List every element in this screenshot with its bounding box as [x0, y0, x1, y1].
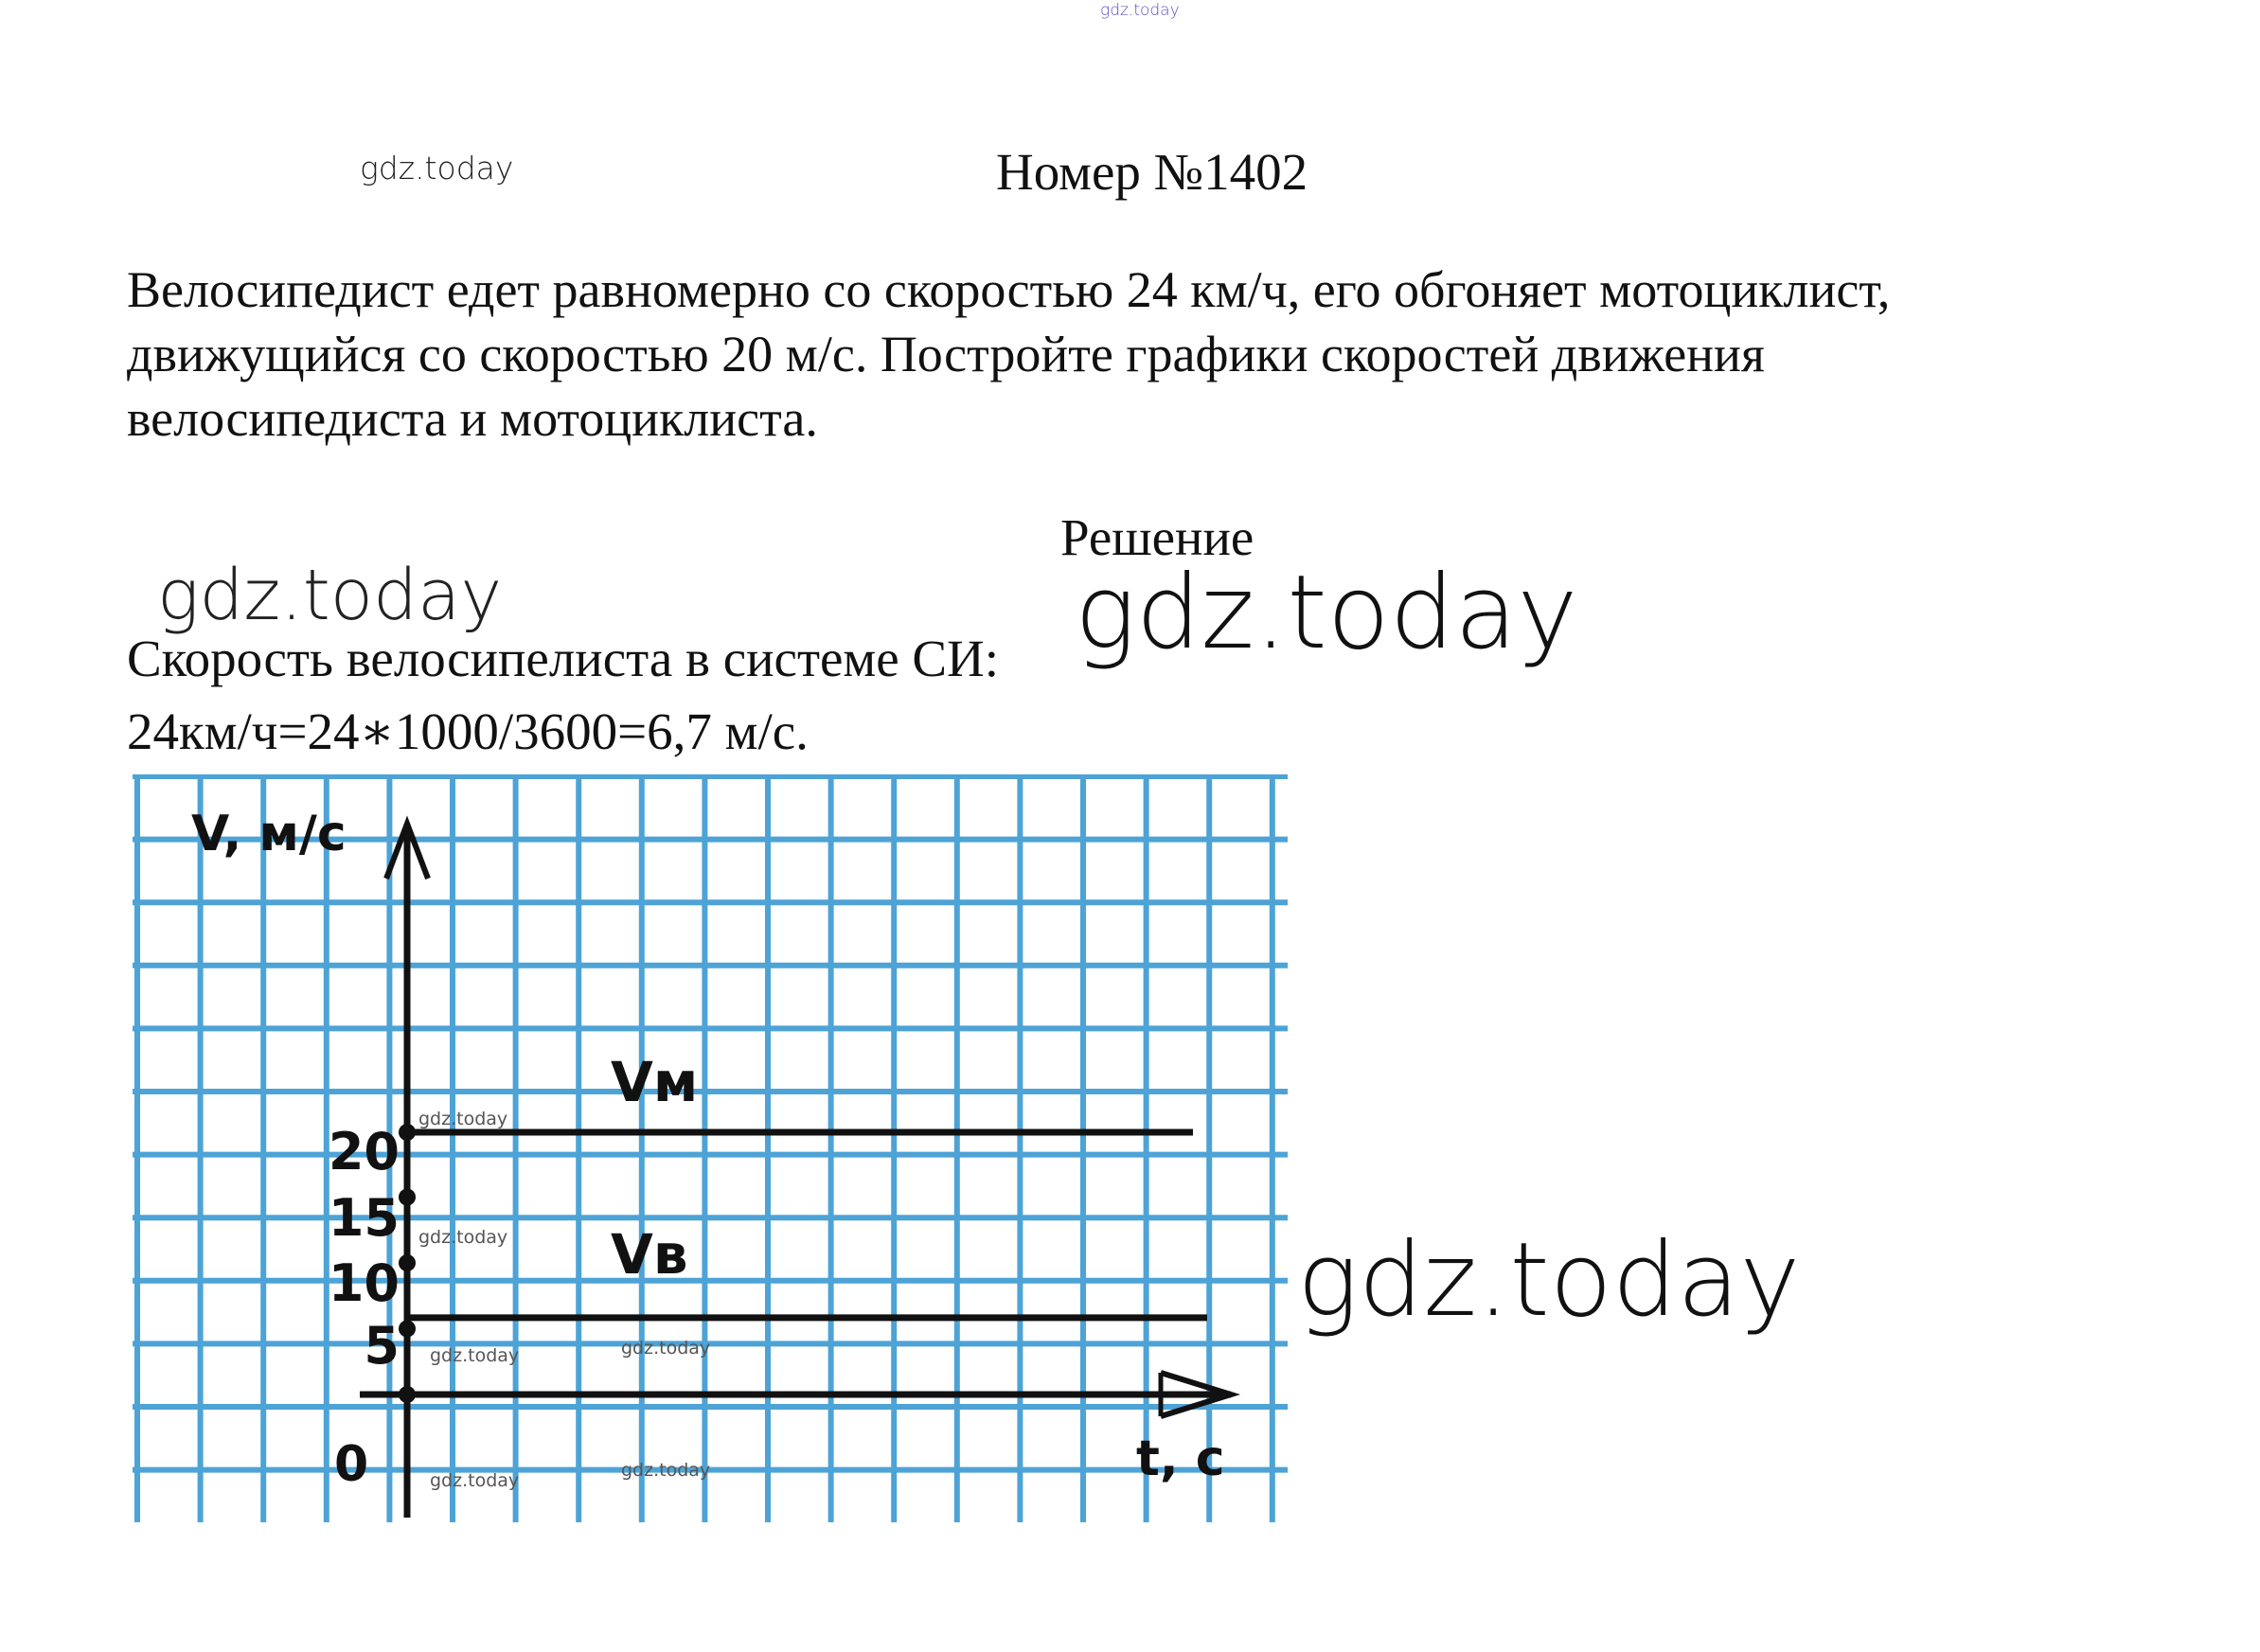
watermark-header: gdz.today — [360, 150, 514, 187]
graph-watermark-6: gdz.today — [621, 1460, 711, 1481]
problem-line-2: движущийся со скоростью 20 м/с. Постройте графики скоростей движения — [127, 326, 1765, 382]
graph-watermark-4: gdz.today — [621, 1338, 711, 1359]
y-tick-label: 20 — [328, 1122, 400, 1181]
x-axis-label: t, с — [1136, 1430, 1225, 1487]
problem-line-3: велосипедиста и мотоциклиста. — [127, 390, 818, 447]
watermark-top: gdz.today — [1100, 1, 1180, 20]
y-tick-label: 5 — [364, 1316, 400, 1376]
y-tick-point — [399, 1254, 416, 1271]
solution-line-1: Скорость велосипелиста в системе СИ: — [127, 630, 1000, 687]
problem-line-1: Велосипедист едет равномерно со скоростью 24 км/ч, его обгоняет мотоциклист, — [127, 261, 1891, 318]
watermark-right: gdz.today — [1297, 1221, 1801, 1340]
graph-axes — [360, 824, 1231, 1518]
problem-text — [127, 258, 2172, 451]
graph-watermark-1: gdz.today — [418, 1109, 508, 1129]
y-tick-point — [399, 1124, 416, 1141]
y-tick-point — [399, 1321, 416, 1338]
series-label: Vв — [611, 1222, 688, 1287]
graph-watermark-5: gdz.today — [430, 1470, 520, 1491]
page-title: Номер №1402 — [996, 143, 1308, 201]
graph-ticks — [329, 1122, 416, 1403]
graph-watermark-3: gdz.today — [430, 1345, 520, 1366]
graph-grid — [133, 774, 1288, 1522]
origin-label: 0 — [334, 1436, 369, 1493]
watermark-center: gdz.today — [1075, 554, 1578, 672]
solution-line-2: 24км/ч=24∗1000/3600=6,7 м/с. — [127, 702, 809, 760]
y-tick-label: 15 — [328, 1188, 400, 1248]
y-tick-label: 10 — [328, 1253, 400, 1313]
y-axis-label: V, м/с — [191, 806, 347, 862]
watermark-left: gdz.today — [157, 555, 503, 636]
velocity-graph — [133, 774, 1292, 1532]
y-tick-point — [399, 1189, 416, 1206]
graph-watermark-2: gdz.today — [418, 1227, 508, 1248]
origin-point — [399, 1386, 416, 1403]
series-label: Vм — [611, 1050, 699, 1114]
solution-heading: Решение — [1060, 508, 1255, 566]
